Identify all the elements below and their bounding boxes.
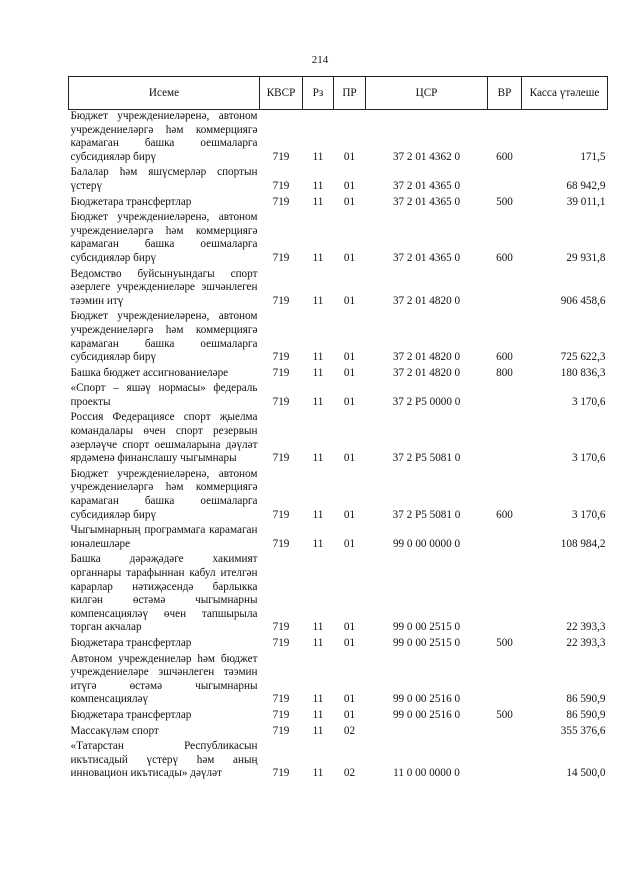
- row-amount: 355 376,6: [560, 724, 606, 737]
- row-name: Бюджет учреждениеләренә, автоном учреждениеләргә һәм коммерциягә карамаган башка оешмаларга субсидияләр бирү: [70, 467, 258, 521]
- row-kvsr: 719: [272, 179, 290, 192]
- row-rz: 11: [312, 179, 324, 192]
- row-csr: 99 0 00 0000 0: [392, 537, 461, 550]
- row-name: Ведомство буйсынуындагы спорт әзерлеге учреждениеләре эшчәнлеген тәэмин итү: [70, 267, 258, 307]
- row-name: Бюджетара трансфертлар: [70, 636, 192, 649]
- table-header-row: [69, 77, 608, 110]
- header-csr: ЦСР: [366, 77, 488, 110]
- row-amount: 171,5: [580, 150, 606, 163]
- row-pr: 01: [343, 195, 356, 208]
- row-pr: 01: [343, 251, 356, 264]
- row-rz: 11: [312, 508, 324, 521]
- row-vr: 500: [496, 195, 513, 208]
- row-pr: 01: [343, 395, 356, 408]
- page-number: 214: [311, 54, 329, 66]
- row-pr: 01: [343, 179, 356, 192]
- table-row: [69, 382, 608, 411]
- row-csr: 37 2 01 4365 0: [392, 195, 461, 208]
- row-pr: 01: [343, 508, 356, 521]
- table-row: [69, 367, 608, 383]
- row-pr: 01: [343, 366, 356, 379]
- row-csr: 37 2 P5 5081 0: [392, 508, 461, 521]
- table-row: [69, 468, 608, 524]
- row-pr: 02: [343, 724, 356, 737]
- row-vr: 600: [496, 508, 513, 521]
- row-rz: 11: [312, 150, 324, 163]
- row-csr: 99 0 00 2516 0: [392, 693, 461, 706]
- row-name: Бюджет учреждениеләренә, автоном учреждениеләргә һәм коммерциягә карамаган башка оешмаларга субсидияләр бирү: [70, 310, 258, 364]
- header-rz: Рз: [303, 77, 334, 110]
- row-rz: 11: [312, 366, 324, 379]
- header-kassa: Касса үтәлеше: [522, 77, 608, 110]
- table-row: [69, 310, 608, 366]
- row-kvsr: 719: [272, 351, 290, 364]
- row-csr: [366, 725, 488, 741]
- table-row: [69, 553, 608, 637]
- table-row: [69, 637, 608, 653]
- row-amount: 29 931,8: [566, 251, 606, 264]
- row-vr: [488, 268, 522, 311]
- row-amount: 14 500,0: [566, 767, 606, 780]
- row-vr: 600: [496, 351, 513, 364]
- row-rz: 11: [312, 195, 324, 208]
- row-csr: 37 2 P5 0000 0: [392, 395, 461, 408]
- row-kvsr: 719: [272, 366, 290, 379]
- row-amount: 3 170,6: [571, 508, 606, 521]
- row-amount: 22 393,3: [566, 621, 606, 634]
- row-vr: 500: [496, 708, 513, 721]
- row-name: Массакүләм спорт: [70, 724, 159, 737]
- row-kvsr: 719: [272, 150, 290, 163]
- row-pr: 01: [343, 708, 356, 721]
- row-csr: 99 0 00 2516 0: [392, 708, 461, 721]
- row-kvsr: 719: [272, 621, 290, 634]
- row-vr: [488, 740, 522, 783]
- row-kvsr: 719: [272, 452, 290, 465]
- table-row: [69, 211, 608, 267]
- row-pr: 01: [343, 636, 356, 649]
- table-row: [69, 653, 608, 709]
- row-kvsr: 719: [272, 708, 290, 721]
- row-rz: 11: [312, 351, 324, 364]
- row-rz: 11: [312, 636, 324, 649]
- row-vr: 800: [496, 366, 513, 379]
- table-row: [69, 725, 608, 741]
- budget-table: [68, 76, 608, 783]
- header-pr: ПР: [334, 77, 366, 110]
- row-name: «Спорт – яшәү нормасы» федераль проекты: [70, 382, 258, 408]
- row-kvsr: 719: [272, 251, 290, 264]
- row-amount: 22 393,3: [566, 636, 606, 649]
- row-pr: 01: [343, 351, 356, 364]
- row-csr: 11 0 00 0000 0: [393, 767, 460, 780]
- row-vr: [488, 524, 522, 553]
- row-name: Бюджет учреждениеләренә, автоном учреждениеләргә һәм коммерциягә карамаган башка оешмаларга субсидияләр бирү: [70, 110, 258, 163]
- row-rz: 11: [312, 708, 324, 721]
- row-name: Балалар һәм яшүсмерләр спортын үстерү: [70, 166, 258, 192]
- row-vr: [488, 411, 522, 467]
- row-pr: 02: [343, 767, 356, 780]
- row-vr: 600: [496, 251, 513, 264]
- row-csr: 37 2 01 4362 0: [392, 150, 461, 163]
- row-pr: 01: [343, 621, 356, 634]
- row-csr: 37 2 01 4820 0: [392, 294, 461, 307]
- row-kvsr: 719: [272, 294, 290, 307]
- row-rz: 11: [312, 251, 324, 264]
- row-name: Бюджет учреждениеләренә, автоном учреждениеләргә һәм коммерциягә карамаган башка оешмаларга субсидияләр бирү: [70, 211, 258, 264]
- row-csr: 37 2 01 4365 0: [392, 179, 461, 192]
- row-vr: [488, 166, 522, 195]
- table-row: [69, 196, 608, 212]
- row-vr: 500: [496, 636, 513, 649]
- row-pr: 01: [343, 294, 356, 307]
- row-pr: 01: [343, 150, 356, 163]
- row-pr: 01: [343, 693, 356, 706]
- row-rz: 11: [312, 693, 324, 706]
- row-rz: 11: [312, 395, 324, 408]
- table-row: [69, 166, 608, 195]
- table-row: [69, 268, 608, 311]
- row-csr: 99 0 00 2515 0: [392, 621, 461, 634]
- table-row: [69, 709, 608, 725]
- row-csr: 37 2 P5 5081 0: [392, 452, 461, 465]
- row-csr: 37 2 01 4820 0: [392, 366, 461, 379]
- row-kvsr: 719: [272, 767, 290, 780]
- row-vr: [488, 382, 522, 411]
- row-csr: 37 2 01 4820 0: [392, 351, 461, 364]
- row-rz: 11: [312, 621, 324, 634]
- row-name: Чыгымнарның программага карамаган юнәлешләре: [70, 524, 258, 550]
- header-kvsr: КВСР: [260, 77, 303, 110]
- row-amount: 86 590,9: [566, 708, 606, 721]
- row-amount: 725 622,3: [560, 351, 606, 364]
- row-amount: 3 170,6: [571, 452, 606, 465]
- row-name: Бюджетара трансфертлар: [70, 195, 192, 208]
- row-amount: 86 590,9: [566, 693, 606, 706]
- row-kvsr: 719: [272, 195, 290, 208]
- row-kvsr: 719: [272, 537, 290, 550]
- row-rz: 11: [312, 537, 324, 550]
- row-rz: 11: [312, 724, 324, 737]
- row-kvsr: 719: [272, 395, 290, 408]
- row-name: Россия Федерациясе спорт җыелма командалары өчен спорт резервын әзерләүче спорт оешмаларына дәүләт ярдәменә финанслашу чыгымнары: [70, 411, 258, 465]
- row-amount: 3 170,6: [571, 395, 606, 408]
- row-amount: 68 942,9: [566, 179, 606, 192]
- row-kvsr: 719: [272, 693, 290, 706]
- row-rz: 11: [312, 452, 324, 465]
- header-name: Исеме: [69, 77, 260, 110]
- row-name: Башка бюджет ассигнованиеләре: [70, 366, 229, 379]
- table-row: [69, 411, 608, 467]
- table-row: [69, 524, 608, 553]
- row-csr: 99 0 00 2515 0: [392, 636, 461, 649]
- table-row: [69, 110, 608, 167]
- row-amount: 108 984,2: [560, 537, 606, 550]
- row-name: Башка дәрәҗәдәге хакимият органнары тарафыннан кабул ителгән карарлар нәтиҗәсендә барлыкка килгән өстәмә чыгымнарны компенсацияләү өчен тапшырыла торган акчалар: [70, 553, 258, 634]
- row-amount: 180 836,3: [560, 366, 606, 379]
- row-amount: 39 011,1: [566, 195, 606, 208]
- row-vr: 600: [496, 150, 513, 163]
- row-vr: [488, 553, 522, 637]
- row-rz: 11: [312, 767, 324, 780]
- row-amount: 906 458,6: [560, 294, 606, 307]
- table-row: [69, 740, 608, 783]
- row-kvsr: 719: [272, 508, 290, 521]
- row-kvsr: 719: [272, 724, 290, 737]
- row-name: Автоном учреждениеләр һәм бюджет учреждениеләре эшчәнлеген тәэмин итүгә өстәмә чыгымнарны компенсацияләү: [70, 652, 258, 706]
- row-kvsr: 719: [272, 636, 290, 649]
- row-rz: 11: [312, 294, 324, 307]
- row-pr: 01: [343, 452, 356, 465]
- row-name: «Татарстан Республикасын икътисадый үстерү һәм аның инновацион икътисады» дәүләт: [70, 740, 258, 780]
- row-name: Бюджетара трансфертлар: [70, 708, 192, 721]
- row-vr: [488, 653, 522, 709]
- row-pr: 01: [343, 537, 356, 550]
- row-vr: [488, 725, 522, 741]
- row-csr: 37 2 01 4365 0: [392, 251, 461, 264]
- header-vr: ВР: [488, 77, 522, 110]
